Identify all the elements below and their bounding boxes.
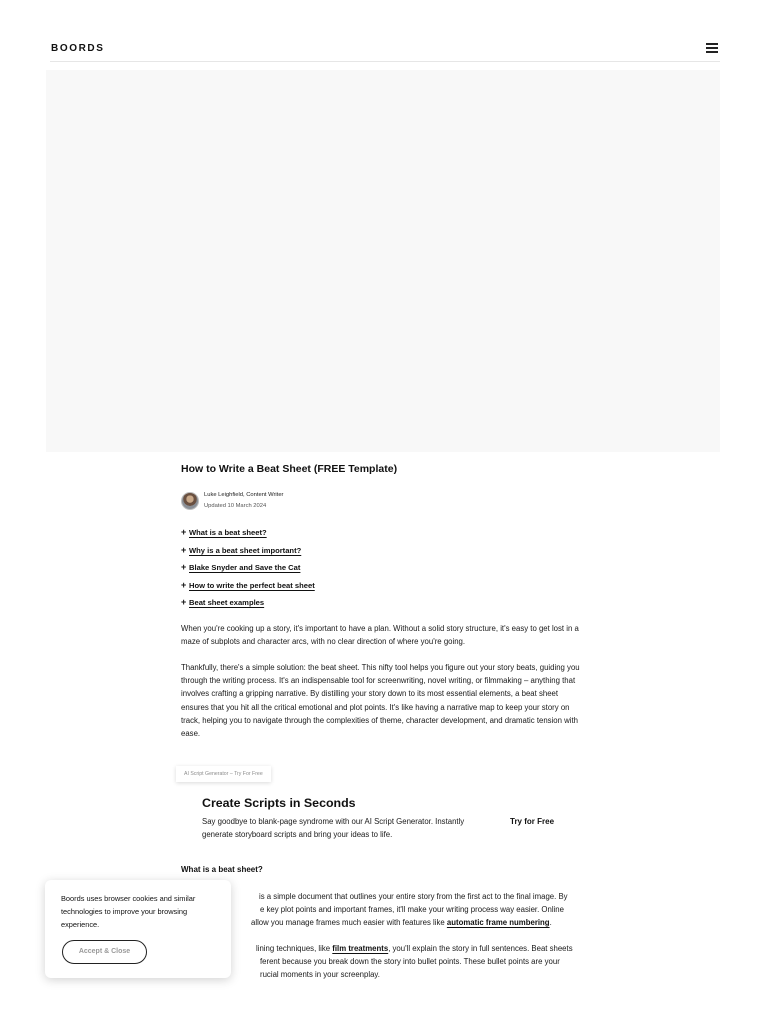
promo-title: Create Scripts in Seconds [202,796,356,810]
toc-link-why-important[interactable]: Why is a beat sheet important? [189,545,302,555]
updated-date: Updated 10 March 2024 [204,503,267,509]
plus-icon: + [181,597,187,607]
toc-item [181,580,315,598]
section-heading: What is a beat sheet? [181,865,263,874]
author-avatar [181,492,199,510]
automatic-frame-numbering-link[interactable]: automatic frame numbering [446,918,550,928]
promo-tag: AI Script Generator – Try For Free [176,766,271,782]
toc-item [181,562,315,580]
promo-description: Say goodbye to blank-page syndrome with our AI Script Generator. Instantly generate storyboard scripts and bring your ideas to life. [202,817,465,839]
plus-icon: + [181,527,187,537]
toc-link-what-is-beat-sheet[interactable]: What is a beat sheet? [189,528,267,537]
site-header [50,38,720,62]
toc-link-how-to-write[interactable]: How to write the perfect beat sheet [189,580,315,590]
article-title: How to Write a Beat Sheet (FREE Template) [181,463,398,475]
cookie-message: Boords uses browser cookies and similar technologies to improve your browsing experience. [61,894,196,930]
film-treatments-link[interactable]: film treatments [332,944,389,953]
intro-paragraph-2: Thankfully, there's a simple solution: the beat sheet. This nifty tool helps you figure out your story beats, guiding you through the writing process. It's an indispensable tool for screenwriting, novel writing, or filmmaking – anything that involves crafting a gripping narrative. By distilling your story down to its most essential elements, a beat sheet ensures that you hit all the critical emotional and plot points. It's like having a narrative map to keep your story on track, helping you to navigate through the complexities of theme, character development, and dramatic tension with ease. [181,663,580,739]
plus-icon: + [181,562,187,572]
author-name: Luke Leighfield, Content Writer [204,492,284,498]
boords-logo[interactable]: BOORDS [51,43,105,54]
try-for-free-button[interactable]: Try for Free [510,817,555,826]
toc-item [181,527,315,545]
intro-paragraph-1: When you're cooking up a story, it's important to have a plan. Without a solid story structure, it's easy to get lost in a maze of subplots and character arcs, with no clear direction of where you're going. [181,624,579,647]
toc-item [181,597,315,615]
toc-link-blake-snyder[interactable]: Blake Snyder and Save the Cat [189,563,301,572]
hamburger-menu-icon[interactable] [706,43,718,53]
plus-icon: + [181,544,187,555]
cookie-banner [45,880,231,978]
hero-image [46,70,720,452]
toc-item [181,545,315,563]
accept-close-button[interactable]: Accept & Close [62,940,147,964]
table-of-contents [181,527,315,615]
toc-link-examples[interactable]: Beat sheet examples [189,598,265,607]
plus-icon: + [181,579,187,590]
